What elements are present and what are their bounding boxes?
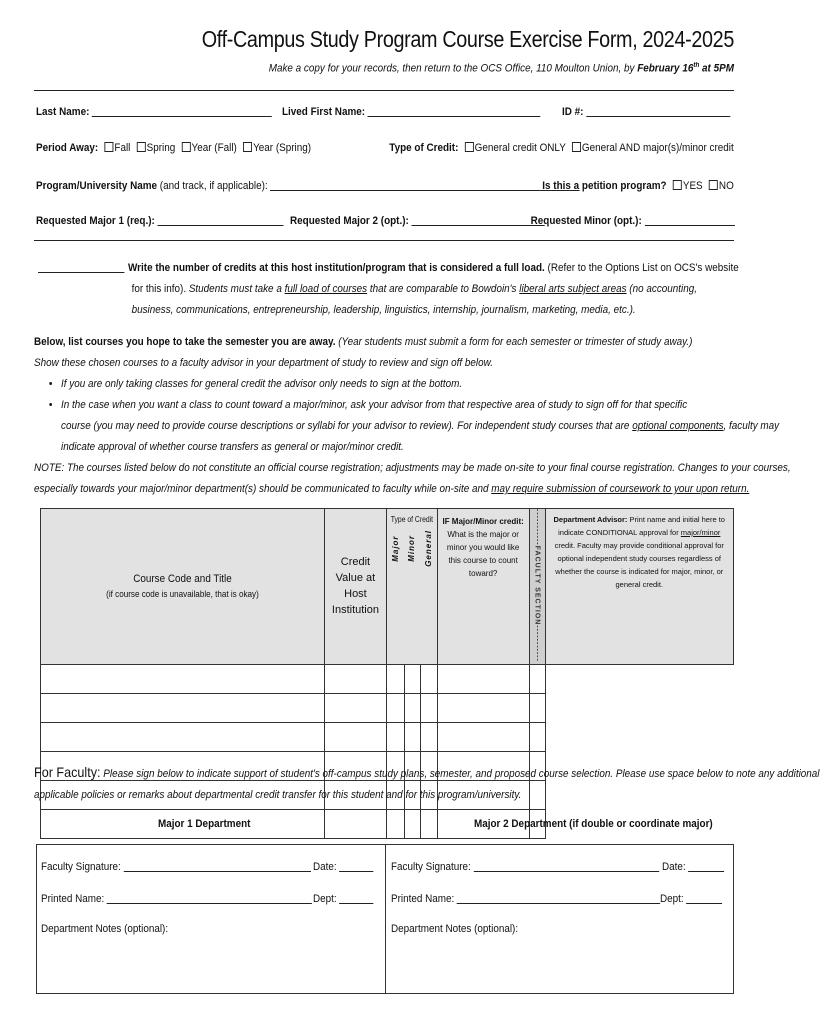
major1-signature-label: Faculty Signature:: [41, 861, 121, 873]
major2-signature-panel: [386, 845, 733, 993]
advisor-approval-cell[interactable]: [529, 664, 545, 693]
credit-major-cell[interactable]: [386, 809, 404, 838]
id-field[interactable]: [586, 116, 730, 117]
course-title-subheading: (if course code is unavailable, that is okay): [106, 589, 259, 600]
course-title-cell[interactable]: [41, 722, 325, 751]
major2-notes-label: Department Notes (optional):: [391, 923, 519, 935]
petition-no-checkbox[interactable]: [709, 180, 718, 190]
credit-value-header: Credit Value at Host Institution: [324, 509, 386, 665]
lived-first-name-field[interactable]: [368, 116, 541, 117]
period-fall-checkbox[interactable]: [105, 142, 114, 152]
credit-general-cell[interactable]: [421, 693, 437, 722]
major1-label: Requested Major 1 (req.):: [36, 215, 155, 227]
instructions-bullet-2-b: course (you may need to provide course descriptions or syllabi for your advisor to review). For independent study courses that are: [61, 420, 633, 432]
full-load-line3: business, communications, entrepreneurship, leadership, linguistics, internship, journalism, marketing, media, etc.).: [131, 304, 636, 316]
petition-row: [543, 180, 734, 192]
petition-no-label: NO: [719, 180, 734, 192]
advisor-text-b: credit. Faculty may provide conditional approval for optional independent study courses regardless of whether the course is indicated for major, minor, or general credit.: [554, 541, 724, 589]
course-title-cell[interactable]: [41, 693, 325, 722]
major1-printed-name-label: Printed Name:: [41, 893, 105, 905]
instructions-line2: Show these chosen courses to a faculty advisor in your department of study to review and sign off below.: [34, 357, 493, 369]
course-title-cell[interactable]: [41, 664, 325, 693]
major1-signature-panel: [37, 845, 386, 993]
faculty-section-column: [529, 509, 545, 665]
major2-printed-name-field[interactable]: [457, 903, 660, 904]
credit-general-and-major-checkbox[interactable]: [572, 142, 581, 152]
credit-value-cell[interactable]: [324, 809, 386, 838]
advisor-header: [545, 509, 733, 665]
program-label: Program/University Name: [36, 180, 158, 192]
minor-label: Requested Minor (opt.):: [530, 215, 642, 227]
credit-minor-cell[interactable]: [405, 722, 421, 751]
instructions-block: [34, 332, 791, 500]
faculty-section-label: -----------FACULTY SECTION-----------: [533, 509, 541, 662]
last-name-label: Last Name:: [36, 106, 90, 118]
course-rows: [41, 664, 734, 838]
major2-field[interactable]: [412, 225, 545, 226]
instructions-bullet-2: [61, 395, 780, 458]
credit-value-cell[interactable]: [324, 664, 386, 693]
period-spring-label: Spring: [146, 142, 176, 154]
major2-dept-label: Dept:: [660, 893, 684, 905]
period-away-label: Period Away:: [36, 142, 99, 154]
instructions-bullet-2-c: , faculty may: [723, 420, 780, 432]
major-minor-heading: IF Major/Minor credit:: [442, 517, 524, 526]
major1-notes-label: Department Notes (optional):: [41, 923, 169, 935]
section-divider: [34, 240, 734, 241]
full-load-line2-post: (no accounting,: [626, 283, 698, 295]
major-minor-cell[interactable]: [437, 664, 529, 693]
table-row: [41, 664, 734, 693]
credit-major-cell[interactable]: [386, 664, 404, 693]
instructions-bullet-1: • If you are only taking classes for general credit the advisor only needs to sign at the bottom.: [61, 374, 736, 395]
credit-general-cell[interactable]: [421, 722, 437, 751]
credit-minor-heading: Minor: [407, 535, 417, 562]
full-load-bold: Write the number of credits at this host institution/program that is considered a full load.: [128, 262, 545, 274]
credit-type-row: [390, 142, 734, 154]
note-line-2: especially towards your major/minor department(s) should be communicated to faculty while on-site and: [34, 483, 492, 495]
major1-field[interactable]: [158, 225, 284, 226]
credit-minor-cell[interactable]: [405, 809, 421, 838]
major2-signature-label: Faculty Signature:: [391, 861, 471, 873]
period-away-row: [36, 142, 311, 154]
period-year-spring-checkbox[interactable]: [243, 142, 252, 152]
major2-printed-name-label: Printed Name:: [391, 893, 455, 905]
credit-minor-cell[interactable]: [405, 693, 421, 722]
full-load-note: (Refer to the Options List on OCS's website: [544, 262, 739, 274]
faculty-intro-a: Please sign below to indicate support of student's off-campus study plans, semester, and proposed course selection. Please use space below to note any additional: [100, 768, 820, 780]
major1-date-label: Date:: [313, 861, 337, 873]
last-name-field[interactable]: [92, 116, 272, 117]
lived-first-name-row: [282, 106, 541, 118]
major-minor-header: [437, 509, 529, 665]
credit-general-cell[interactable]: [421, 664, 437, 693]
program-field[interactable]: [270, 190, 580, 191]
major2-label: Requested Major 2 (opt.):: [290, 215, 409, 227]
major-minor-cell[interactable]: [437, 693, 529, 722]
id-label: ID #:: [562, 106, 584, 118]
advisor-approval-cell[interactable]: [529, 722, 545, 751]
major-minor-subheading: What is the major or minor you would like this course to count toward?: [446, 530, 520, 578]
full-load-courses-link: full load of courses: [284, 283, 368, 295]
table-row: [41, 693, 734, 722]
major2-row: [290, 215, 545, 227]
period-year-fall-checkbox[interactable]: [182, 142, 191, 152]
credit-minor-cell[interactable]: [405, 664, 421, 693]
major2-signature-field[interactable]: [474, 871, 659, 872]
instructions-year-note: (Year students must submit a form for each semester or trimester of study away.): [335, 336, 693, 348]
instructions-heading: Below, list courses you hope to take the semester you are away.: [34, 336, 336, 348]
major1-notes-area[interactable]: [41, 941, 379, 989]
major1-dept-label: Dept:: [313, 893, 337, 905]
coursework-note-link: may require submission of coursework to your upon return.: [491, 483, 750, 495]
credit-general-heading: General: [423, 530, 433, 567]
instructions-list: [34, 374, 780, 458]
course-title-heading: Course Code and Title: [133, 573, 232, 586]
advisor-major-minor-link: major/minor: [680, 528, 721, 537]
last-name-row: [36, 106, 272, 118]
major2-notes-area[interactable]: [391, 941, 727, 989]
subtitle-deadline: February 16: [637, 62, 694, 75]
major2-date-label: Date:: [662, 861, 686, 873]
major2-department-heading: Major 2 Department (if double or coordinate major): [474, 818, 713, 830]
faculty-intro-b: applicable policies or remarks about departmental credit transfer for this student and for this program/university.: [34, 789, 522, 801]
major1-row: [36, 215, 284, 227]
period-fall-label: Fall: [114, 142, 131, 154]
signature-box: [36, 844, 734, 994]
advisor-approval-cell[interactable]: [529, 693, 545, 722]
credit-general-only-label: General credit ONLY: [474, 142, 566, 154]
credit-major-heading: Major: [390, 535, 400, 562]
petition-yes-checkbox[interactable]: [673, 180, 682, 190]
course-table-header: [41, 509, 734, 665]
page-subtitle: [269, 62, 734, 75]
table-row: [41, 722, 734, 751]
major1-department-heading: Major 1 Department: [158, 818, 251, 830]
full-load-block: [38, 258, 739, 321]
minor-field[interactable]: [644, 225, 734, 226]
note-line-1: NOTE: The courses listed below do not constitute an official course registration; adjustments may be made on-site to your final course registration. Changes to your courses,: [34, 462, 791, 474]
header-divider: [34, 90, 734, 91]
credit-type-header: [386, 509, 437, 665]
major1-printed-name-field[interactable]: [107, 903, 312, 904]
credit-general-and-major-label: General AND major(s)/minor credit: [582, 142, 734, 154]
program-hint: (and track, if applicable):: [157, 180, 268, 192]
page-title: Off-Campus Study Program Course Exercise Form, 2024-2025: [201, 26, 734, 52]
minor-row: [530, 215, 734, 227]
major1-dept-field[interactable]: [339, 903, 373, 904]
credit-general-only-checkbox[interactable]: [465, 142, 474, 152]
liberal-arts-areas-link: liberal arts subject areas: [519, 283, 627, 295]
subtitle-deadline-suffix: th: [693, 62, 700, 69]
full-load-line2-pre: for this info).: [131, 283, 189, 295]
credit-type-label: Type of Credit:: [389, 142, 459, 154]
credit-type-heading: Type of Credit: [390, 515, 433, 524]
major2-dept-field[interactable]: [686, 903, 722, 904]
course-title-header: [41, 509, 325, 665]
credit-major-cell[interactable]: [386, 693, 404, 722]
full-load-line2-mid: that are comparable to Bowdoin's: [367, 283, 520, 295]
credit-general-cell[interactable]: [421, 809, 437, 838]
program-row: [36, 180, 580, 192]
credit-value-cell[interactable]: [324, 693, 386, 722]
advisor-text-a: Print name and initial here to indicate CONDITIONAL approval for: [558, 515, 725, 537]
advisor-heading: Department Advisor:: [553, 515, 628, 524]
major-minor-cell[interactable]: [437, 722, 529, 751]
petition-yes-label: YES: [683, 180, 703, 192]
credit-value-cell[interactable]: [324, 722, 386, 751]
lived-first-name-label: Lived First Name:: [282, 106, 366, 118]
period-year-spring-label: Year (Spring): [253, 142, 312, 154]
faculty-heading: For Faculty:: [34, 764, 101, 780]
full-load-line2-ital: Students must take a: [188, 283, 285, 295]
period-year-fall-label: Year (Fall): [191, 142, 237, 154]
major2-date-field[interactable]: [688, 871, 724, 872]
instructions-bullet-2-a: • In the case when you want a class to count toward a major/minor, ask your advisor from that respective area of study to sign off for that specific: [61, 399, 688, 411]
faculty-intro: [34, 762, 820, 806]
optional-components-link: optional components: [632, 420, 724, 432]
major1-signature-field[interactable]: [124, 871, 311, 872]
major1-date-field[interactable]: [339, 871, 373, 872]
petition-label: Is this a petition program?: [542, 180, 667, 192]
instructions-bullet-2-d: indicate approval of whether course transfers as general or major/minor credit.: [61, 441, 404, 453]
period-spring-checkbox[interactable]: [137, 142, 146, 152]
full-load-credits-field[interactable]: [38, 272, 124, 273]
subtitle-instructions: Make a copy for your records, then return to the OCS Office, 110 Moulton Union, by: [268, 62, 638, 75]
credit-major-cell[interactable]: [386, 722, 404, 751]
id-row: [562, 106, 730, 118]
subtitle-time: at 5PM: [699, 62, 734, 75]
